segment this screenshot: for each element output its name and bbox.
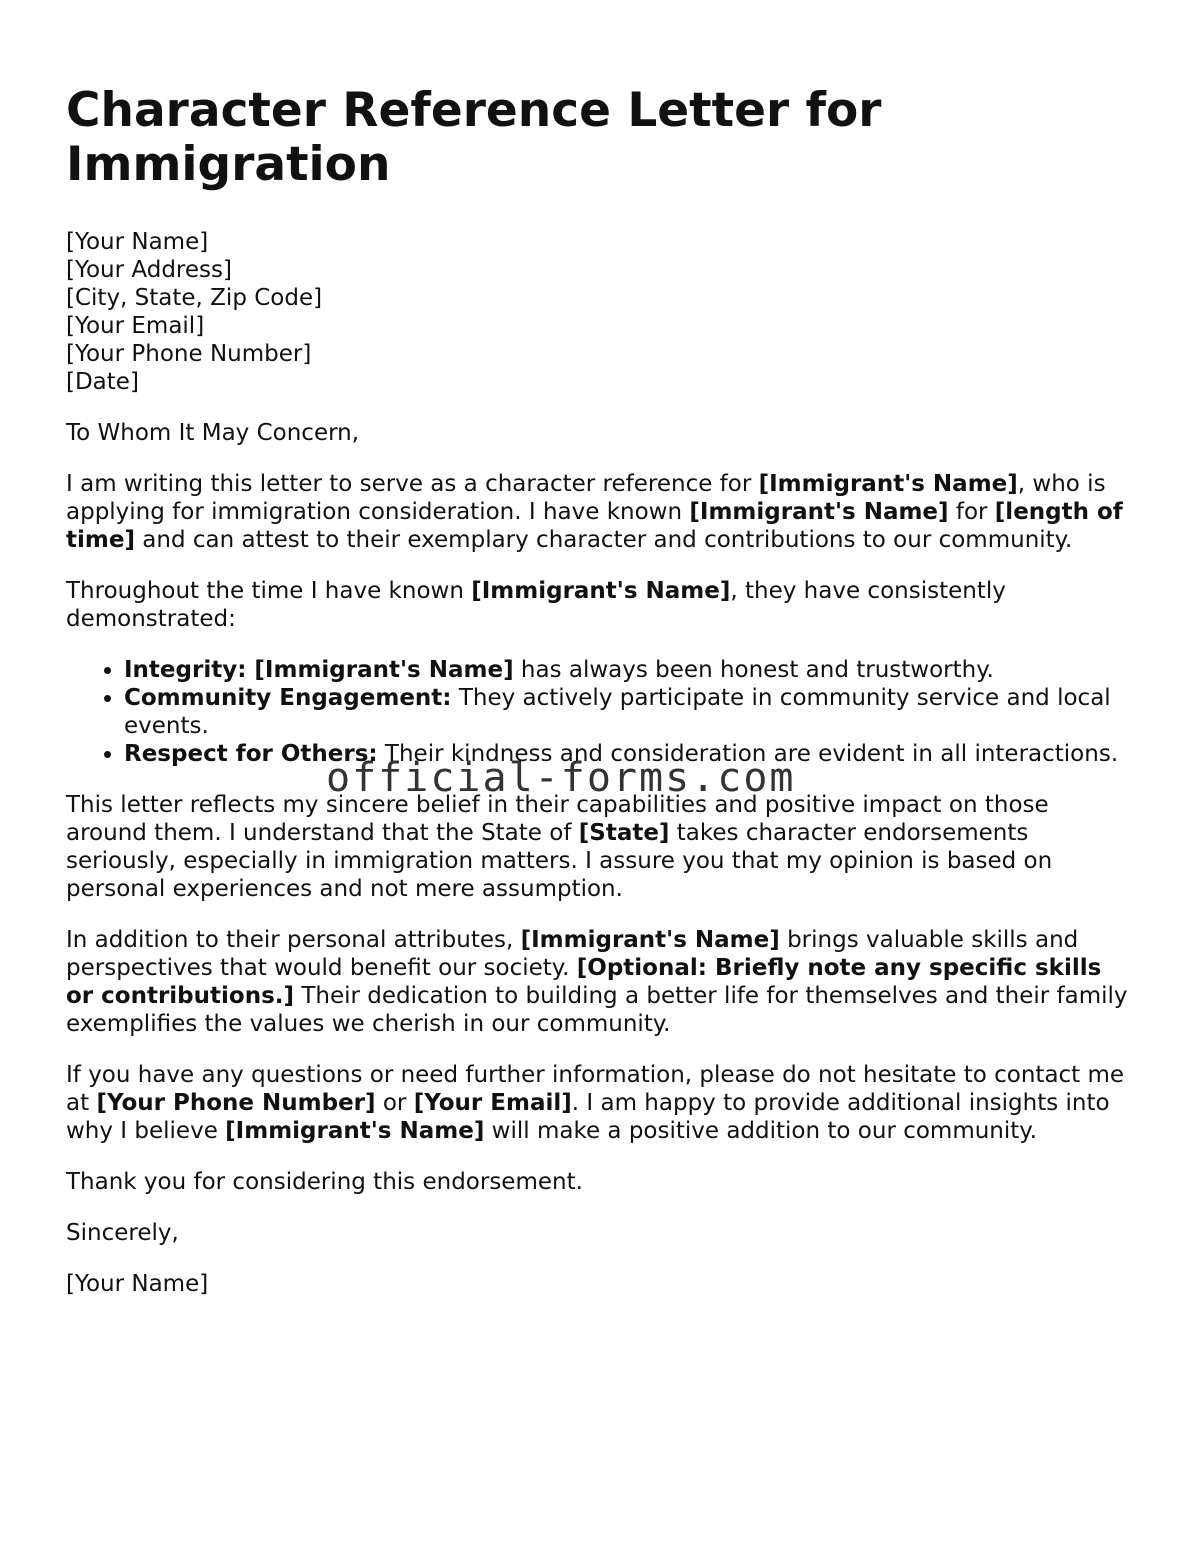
qualities-list <box>66 656 1136 768</box>
sender-name: [Your Name] <box>66 229 209 255</box>
paragraph-skills <box>66 926 1136 1038</box>
demonstrated-text-1: Throughout the time I have known <box>66 578 472 604</box>
letter-title: Character Reference Letter for Immigration <box>66 83 882 192</box>
closing-line: Sincerely, <box>66 1220 179 1246</box>
bullet-label-respect: Respect for Others: <box>124 741 378 767</box>
contact-text-1: If you have any questions or need further information, please do not hesitate to contact me at <box>66 1062 1125 1116</box>
contact-phone: [Your Phone Number] <box>96 1090 376 1116</box>
intro-immigrant-name-1: [Immigrant's Name] <box>758 471 1018 497</box>
belief-state: [State] <box>578 820 670 846</box>
bullet-text-respect: Their kindness and consideration are evident in all interactions. <box>377 741 1119 767</box>
contact-text-4: will make a positive addition to our community. <box>484 1118 1037 1144</box>
skills-text-1: In addition to their personal attributes, <box>66 927 521 953</box>
signature-line: [Your Name] <box>66 1271 209 1297</box>
sender-email: [Your Email] <box>66 313 205 339</box>
contact-text-2: or <box>375 1090 414 1116</box>
list-item <box>124 656 1136 684</box>
intro-text-1: I am writing this letter to serve as a character reference for <box>66 471 759 497</box>
paragraph-demonstrated <box>66 577 1136 633</box>
paragraph-belief <box>66 791 1136 903</box>
paragraph-contact <box>66 1061 1136 1145</box>
letter-page <box>66 84 1136 1321</box>
skills-text-3: Their dedication to building a better life for themselves and their family exemplifies the values we cherish in our community. <box>66 983 1128 1037</box>
intro-text-2: , who is applying for immigration consideration. I have known <box>66 471 1106 525</box>
intro-immigrant-name-2: [Immigrant's Name] <box>689 499 949 525</box>
sender-city-state-zip: [City, State, Zip Code] <box>66 285 323 311</box>
intro-text-3: for <box>948 499 995 525</box>
thanks-line: Thank you for considering this endorsement. <box>66 1169 583 1195</box>
greeting: To Whom It May Concern, <box>66 420 360 446</box>
contact-email: [Your Email] <box>413 1090 572 1116</box>
bullet-text-integrity: has always been honest and trustworthy. <box>513 657 994 683</box>
sender-address: [Your Address] <box>66 257 232 283</box>
sender-phone: [Your Phone Number] <box>66 341 312 367</box>
intro-length-of-time: [length of time] <box>66 499 1123 553</box>
watermark: official-forms.com <box>326 755 796 801</box>
bullet-label-community: Community Engagement: <box>124 685 452 711</box>
demonstrated-immigrant-name: [Immigrant's Name] <box>471 578 731 604</box>
list-item <box>124 684 1136 740</box>
demonstrated-text-2: , they have consistently demonstrated: <box>66 578 1006 632</box>
skills-text-2: brings valuable skills and perspectives that would benefit our society. <box>66 927 1079 981</box>
bullet-text-community: They actively participate in community service and local events. <box>124 685 1111 739</box>
bullet-immigrant-name: [Immigrant's Name] <box>254 657 514 683</box>
skills-optional-note: [Optional: Briefly note any specific skills or contributions.] <box>66 955 1102 1009</box>
letter-date: [Date] <box>66 369 139 395</box>
sender-address-block <box>66 228 1136 396</box>
intro-text-4: and can attest to their exemplary character and contributions to our community. <box>134 527 1073 553</box>
contact-immigrant-name: [Immigrant's Name] <box>225 1118 485 1144</box>
skills-immigrant-name: [Immigrant's Name] <box>520 927 780 953</box>
paragraph-intro <box>66 470 1136 554</box>
belief-text-1: This letter reflects my sincere belief in their capabilities and positive impact on those around them. I understand that the State of <box>66 792 1049 846</box>
contact-text-3: . I am happy to provide additional insights into why I believe <box>66 1090 1110 1144</box>
bullet-label-integrity: Integrity: <box>124 657 255 683</box>
belief-text-2: takes character endorsements seriously, especially in immigration matters. I assure you that my opinion is based on personal experiences and not mere assumption. <box>66 820 1053 902</box>
